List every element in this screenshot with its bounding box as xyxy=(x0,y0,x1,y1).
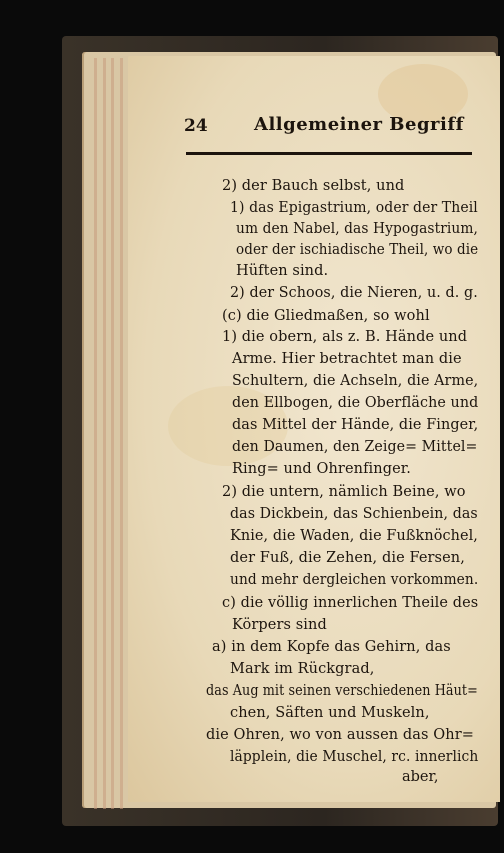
text-line: (c) die Gliedmaßen, so wohl xyxy=(222,308,430,324)
text-line: den Ellbogen, die Oberfläche und xyxy=(232,395,479,411)
catchword: aber, xyxy=(402,769,439,785)
text-line: läpplein, die Muschel, rc. innerlich xyxy=(230,749,479,765)
text-line: um den Nabel, das Hypogastrium, xyxy=(236,221,478,237)
text-line: oder der ischiadische Theil, wo die xyxy=(236,242,479,258)
text-line: Hüften sind. xyxy=(236,263,329,279)
text-line: Knie, die Waden, die Fußknöchel, xyxy=(230,528,478,544)
text-line: den Daumen, den Zeige= Mittel= xyxy=(232,439,478,455)
text-line: 1) das Epigastrium, oder der Theil xyxy=(230,200,478,216)
running-head: Allgemeiner Begriff xyxy=(254,114,464,135)
text-line: das Aug mit seinen verschiedenen Häut= xyxy=(206,683,478,699)
page-number: 24 xyxy=(184,116,208,136)
text-line: das Mittel der Hände, die Finger, xyxy=(232,417,479,433)
text-line: 1) die obern, als z. B. Hände und xyxy=(222,329,468,345)
text-line: 2) der Bauch selbst, und xyxy=(222,178,405,194)
text-line: 2) der Schoos, die Nieren, u. d. g. xyxy=(230,285,478,301)
text-line: das Dickbein, das Schienbein, das xyxy=(230,506,478,522)
text-line: a) in dem Kopfe das Gehirn, das xyxy=(212,639,451,655)
text-line: Körpers sind xyxy=(232,617,327,633)
text-line: Schultern, die Achseln, die Arme, xyxy=(232,373,479,389)
text-line: und mehr dergleichen vorkommen. xyxy=(230,572,479,588)
text-line: chen, Säften und Muskeln, xyxy=(230,705,430,721)
text-line: die Ohren, wo von aussen das Ohr= xyxy=(206,727,475,743)
text-line: c) die völlig innerlichen Theile des xyxy=(222,595,479,611)
text-line: Mark im Rückgrad, xyxy=(230,661,375,677)
text-line: Ring= und Ohrenfinger. xyxy=(232,461,411,477)
text-line: 2) die untern, nämlich Beine, wo xyxy=(222,484,466,500)
text-line: Arme. Hier betrachtet man die xyxy=(232,351,462,367)
text-line: der Fuß, die Zehen, die Fersen, xyxy=(230,550,465,566)
